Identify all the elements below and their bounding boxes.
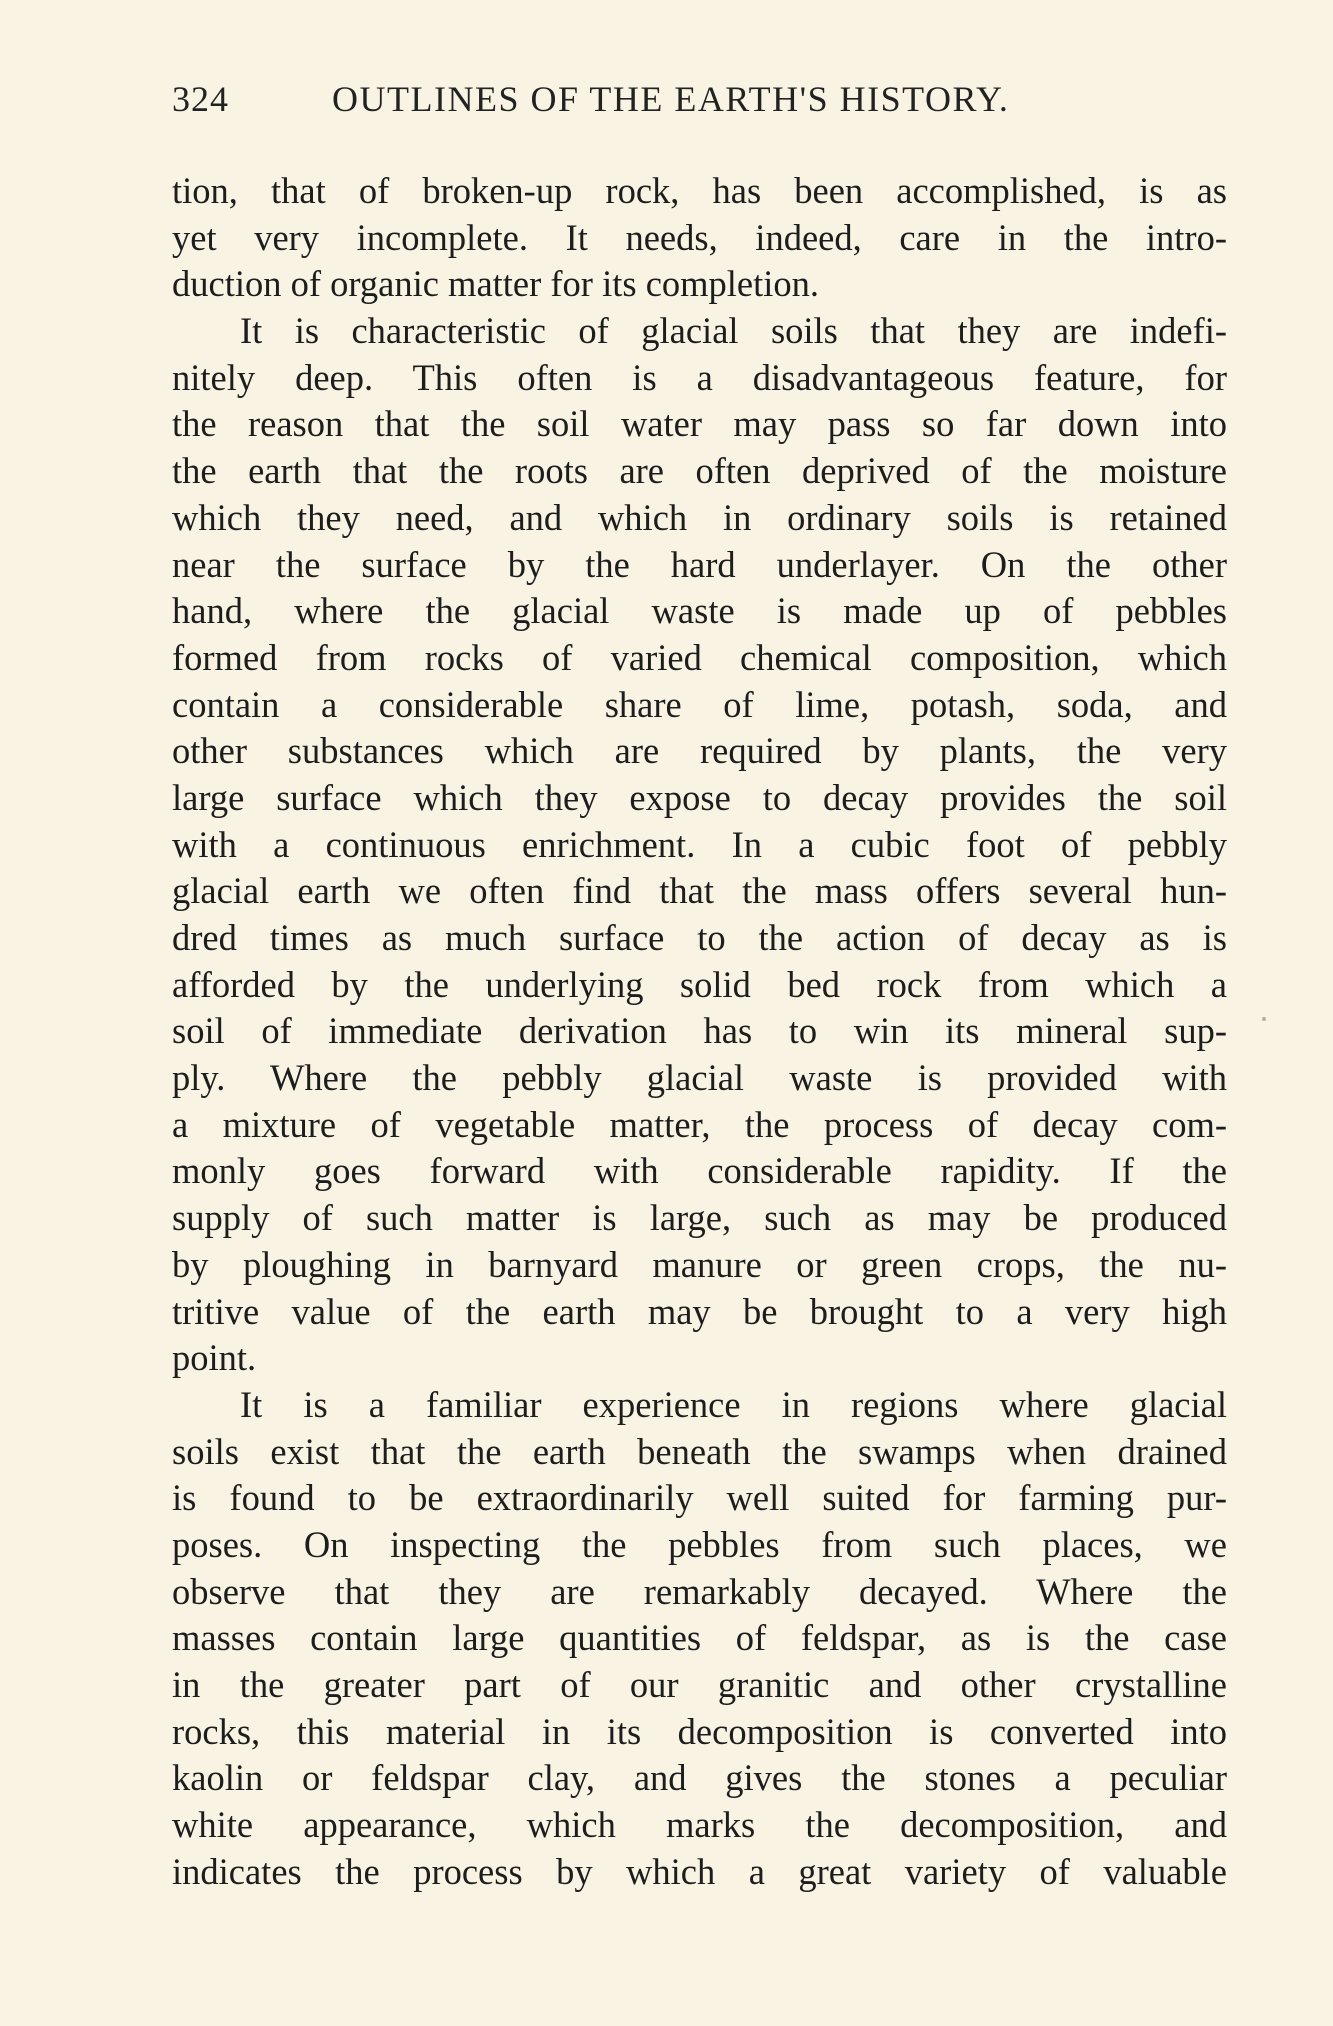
text-line: glacial earth we often find that the mass offers several hun- [172,870,1227,912]
text-line: the reason that the soil water may pass so far down into [172,403,1227,445]
text-line: large surface which they expose to decay provides the soil [172,776,1227,818]
text-line: afforded by the underlying solid bed rock from which a [172,963,1227,1005]
paper-speck [1262,1017,1266,1021]
text-line: tritive value of the earth may be brought to a very high [172,1290,1227,1332]
text-line: in the greater part of our granitic and other crystalline [172,1664,1227,1705]
text-line: the earth that the roots are often deprived of the moisture [172,450,1227,492]
text-line: tion, that of broken-up rock, has been accomplished, is as [172,170,1227,211]
text-line: kaolin or feldspar clay, and gives the stones a peculiar [172,1757,1227,1799]
text-line: a mixture of vegetable matter, the process of decay com- [172,1103,1227,1145]
text-line: is found to be extraordinarily well suited for farming pur- [172,1477,1227,1519]
text-line: dred times as much surface to the action of decay as is [172,917,1227,958]
text-line: point. [172,1337,257,1379]
text-line: poses. On inspecting the pebbles from such places, we [172,1523,1227,1565]
text-line: supply of such matter is large, such as may be produced [172,1197,1227,1239]
body-text [172,168,1227,1895]
text-line: rocks, this material in its decomposition is converted into [172,1710,1227,1752]
text-line: soil of immediate derivation has to win its mineral sup- [172,1010,1227,1052]
paragraph-2 [172,308,1227,1382]
running-title: OUTLINES OF THE EARTH'S HISTORY. [332,79,1010,119]
text-line: with a continuous enrichment. In a cubic foot of pebbly [172,823,1227,865]
text-line: white appearance, which marks the decomposition, and [172,1804,1227,1846]
text-line: masses contain large quantities of feldspar, as is the case [172,1617,1227,1659]
text-line: by ploughing in barnyard manure or green crops, the nu- [172,1243,1227,1285]
text-line: yet very incomplete. It needs, indeed, care in the intro- [172,216,1227,258]
page-number: 324 [172,79,229,119]
text-line: monly goes forward with considerable rapidity. If the [172,1150,1227,1192]
text-line: contain a considerable share of lime, potash, soda, and [172,683,1227,725]
text-line: It is a familiar experience in regions where glacial [240,1383,1227,1425]
text-line: observe that they are remarkably decayed. Where the [172,1570,1227,1612]
paragraph-3 [172,1382,1227,1896]
text-line: ply. Where the pebbly glacial waste is provided with [172,1057,1227,1099]
text-line: nitely deep. This often is a disadvantageous feature, for [172,356,1227,398]
text-line: near the surface by the hard underlayer. On the other [172,543,1227,585]
paragraph-1 [172,168,1227,308]
text-line: indicates the process by which a great variety of valuable [172,1850,1227,1892]
text-line: hand, where the glacial waste is made up of pebbles [172,590,1227,632]
text-line: other substances which are required by plants, the very [172,730,1227,772]
text-line: It is characteristic of glacial soils that they are indefi- [240,310,1227,352]
text-line: formed from rocks of varied chemical composition, which [172,636,1227,678]
page-header [172,78,1172,128]
text-line: soils exist that the earth beneath the swamps when drained [172,1430,1227,1472]
text-line: which they need, and which in ordinary soils is retained [172,496,1227,538]
text-line: duction of organic matter for its completion. [172,263,820,305]
